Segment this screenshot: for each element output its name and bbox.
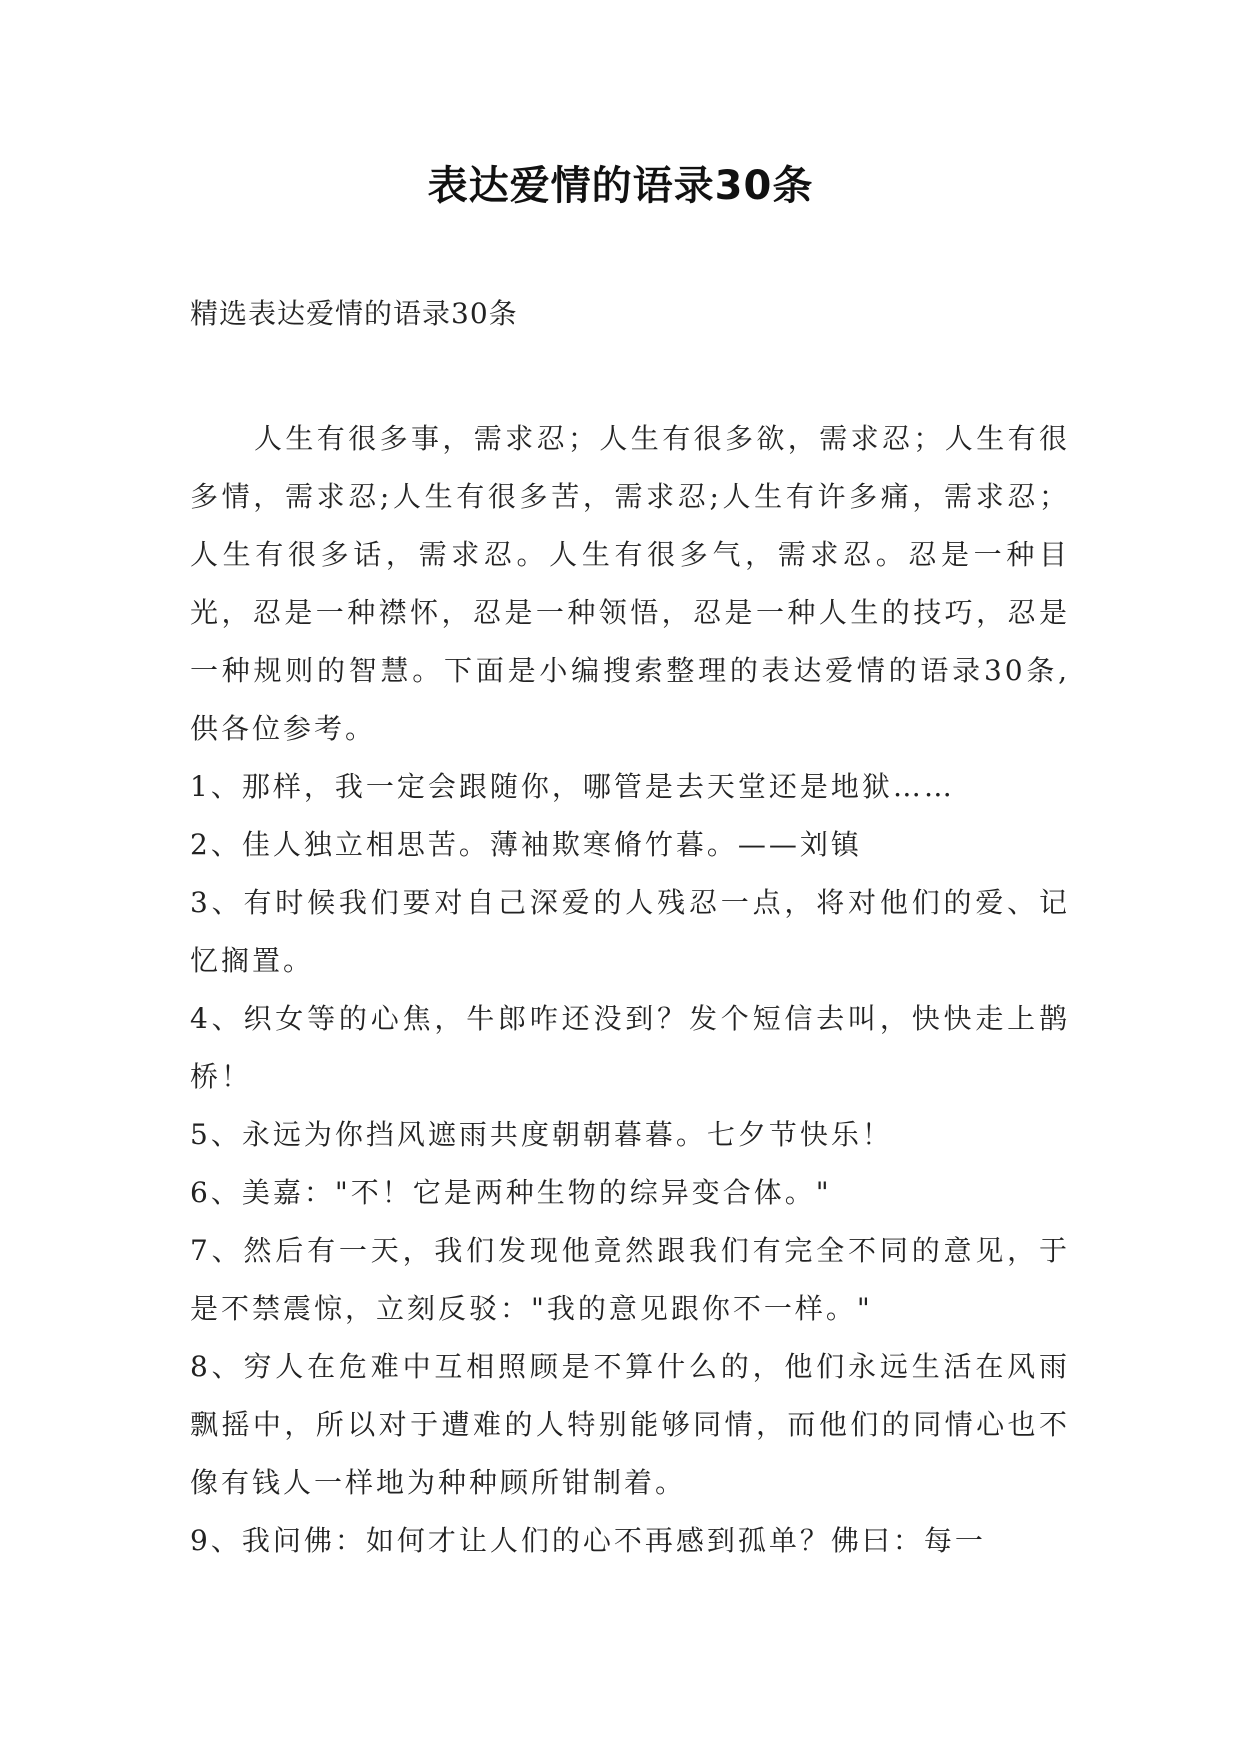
list-item: 4、织女等的心焦，牛郎咋还没到？发个短信去叫，快快走上鹊桥！ — [190, 1002, 1070, 1093]
document-subtitle: 精选表达爱情的语录30条 — [190, 297, 518, 330]
intro-paragraph: 人生有很多事，需求忍；人生有很多欲，需求忍；人生有很多情，需求忍;人生有很多苦，需求忍;人生有许多痛，需求忍；人生有很多话，需求忍。人生有很多气，需求忍。忍是一种目光，忍是一种襟怀，忍是一种领悟，忍是一种人生的技巧，忍是一种规则的智慧。下面是小编搜索整理的表达爱情的语录30条,供各位参考。 — [190, 422, 1070, 745]
document-title: 表达爱情的语录30条 — [427, 163, 814, 209]
list-item: 8、穷人在危难中互相照顾是不算什么的，他们永远生活在风雨飘摇中，所以对于遭难的人特别能够同情，而他们的同情心也不像有钱人一样地为种种顾所钳制着。 — [190, 1350, 1070, 1499]
list-item: 6、美嘉："不！它是两种生物的综异变合体。" — [190, 1176, 832, 1209]
list-item: 9、我问佛：如何才让人们的心不再感到孤单？佛曰：每一 — [190, 1524, 986, 1557]
document-body — [190, 410, 1070, 1570]
list-item: 5、永远为你挡风遮雨共度朝朝暮暮。七夕节快乐！ — [190, 1118, 893, 1151]
list-item: 7、然后有一天，我们发现他竟然跟我们有完全不同的意见，于是不禁震惊，立刻反驳："我的意见跟你不一样。" — [190, 1234, 1070, 1325]
list-item: 2、佳人独立相思苦。薄袖欺寒脩竹暮。——刘镇 — [190, 828, 862, 861]
list-item: 3、有时候我们要对自己深爱的人残忍一点，将对他们的爱、记忆搁置。 — [190, 886, 1070, 977]
list-item: 1、那样，我一定会跟随你，哪管是去天堂还是地狱…… — [190, 770, 955, 803]
